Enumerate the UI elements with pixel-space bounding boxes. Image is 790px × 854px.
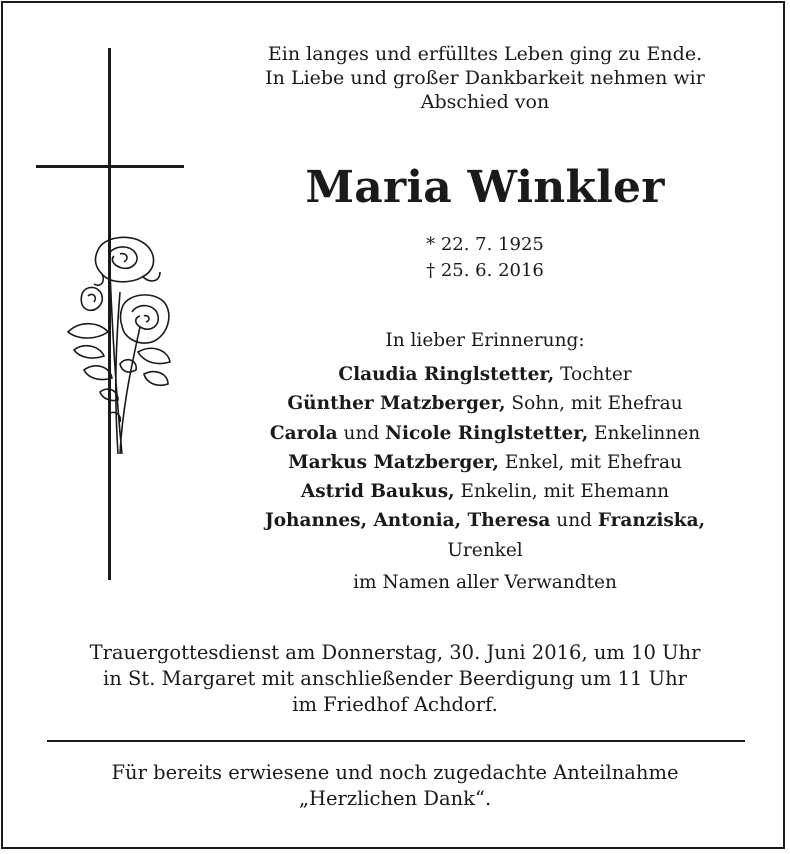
mourner-relation: Sohn, mit Ehefrau — [505, 393, 683, 415]
mourner-name: Johannes, Antonia, Theresa — [264, 510, 551, 532]
rose-middle-icon — [121, 295, 169, 343]
mourner-relation: Enkelinnen — [588, 422, 701, 444]
deceased-name: Maria Winkler — [305, 162, 665, 213]
memory-line: In lieber Erinnerung: — [385, 330, 585, 351]
service-line: Trauergottesdienst am Donnerstag, 30. Juni 2016, um 10 Uhr — [89, 641, 701, 664]
mourner-name: Franziska, — [597, 510, 706, 532]
cross-horizontal-bar — [36, 165, 184, 168]
mourner-line — [200, 389, 770, 418]
mourner-name: Günther Matzberger, — [287, 393, 506, 415]
thanks-text — [20, 760, 770, 812]
divider-line — [47, 740, 745, 742]
thanks-line: Für bereits erwiesene und noch zugedachte Anteilnahme — [111, 761, 679, 784]
mourner-line — [200, 477, 770, 506]
mourners-list — [200, 360, 770, 565]
mourner-relation: Enkelin, mit Ehemann — [454, 481, 670, 503]
rose-top-icon — [94, 237, 160, 285]
mourner-relation: Urenkel — [447, 539, 523, 561]
mourner-name: Carola — [269, 422, 338, 444]
intro-line: In Liebe und großer Dankbarkeit nehmen wir — [265, 67, 705, 89]
intro-line: Ein langes und erfülltes Leben ging zu Ende. — [267, 43, 703, 65]
funeral-service-info — [20, 640, 770, 718]
life-dates — [200, 232, 770, 284]
relatives-line: im Namen aller Verwandten — [353, 572, 617, 593]
mourner-name: Astrid Baukus, — [300, 481, 455, 503]
mourner-relation: und — [337, 422, 386, 444]
mourner-line — [200, 360, 770, 389]
mourner-name: Claudia Ringlstetter, — [338, 364, 555, 385]
service-line: im Friedhof Achdorf. — [292, 693, 498, 716]
service-line: in St. Margaret mit anschließender Beerdigung um 11 Uhr — [103, 667, 687, 690]
mourner-line — [200, 448, 770, 477]
mourner-name: Markus Matzberger, — [288, 451, 499, 473]
intro-text — [200, 42, 770, 114]
roses-illustration — [60, 232, 180, 462]
mourner-relation: Enkel, mit Ehefrau — [498, 451, 682, 473]
mourner-relation: Tochter — [554, 364, 632, 385]
birth-date: * 22. 7. 1925 — [426, 234, 544, 255]
thanks-line: „Herzlichen Dank“. — [298, 787, 492, 810]
rose-bud-icon — [81, 287, 102, 310]
mourner-relation: und — [550, 510, 598, 532]
death-date: † 25. 6. 2016 — [426, 260, 544, 281]
intro-line: Abschied von — [420, 91, 550, 113]
mourner-line — [200, 419, 770, 448]
mourner-line — [200, 506, 770, 535]
mourner-name: Nicole Ringlstetter, — [385, 422, 589, 444]
mourner-line — [200, 536, 770, 565]
